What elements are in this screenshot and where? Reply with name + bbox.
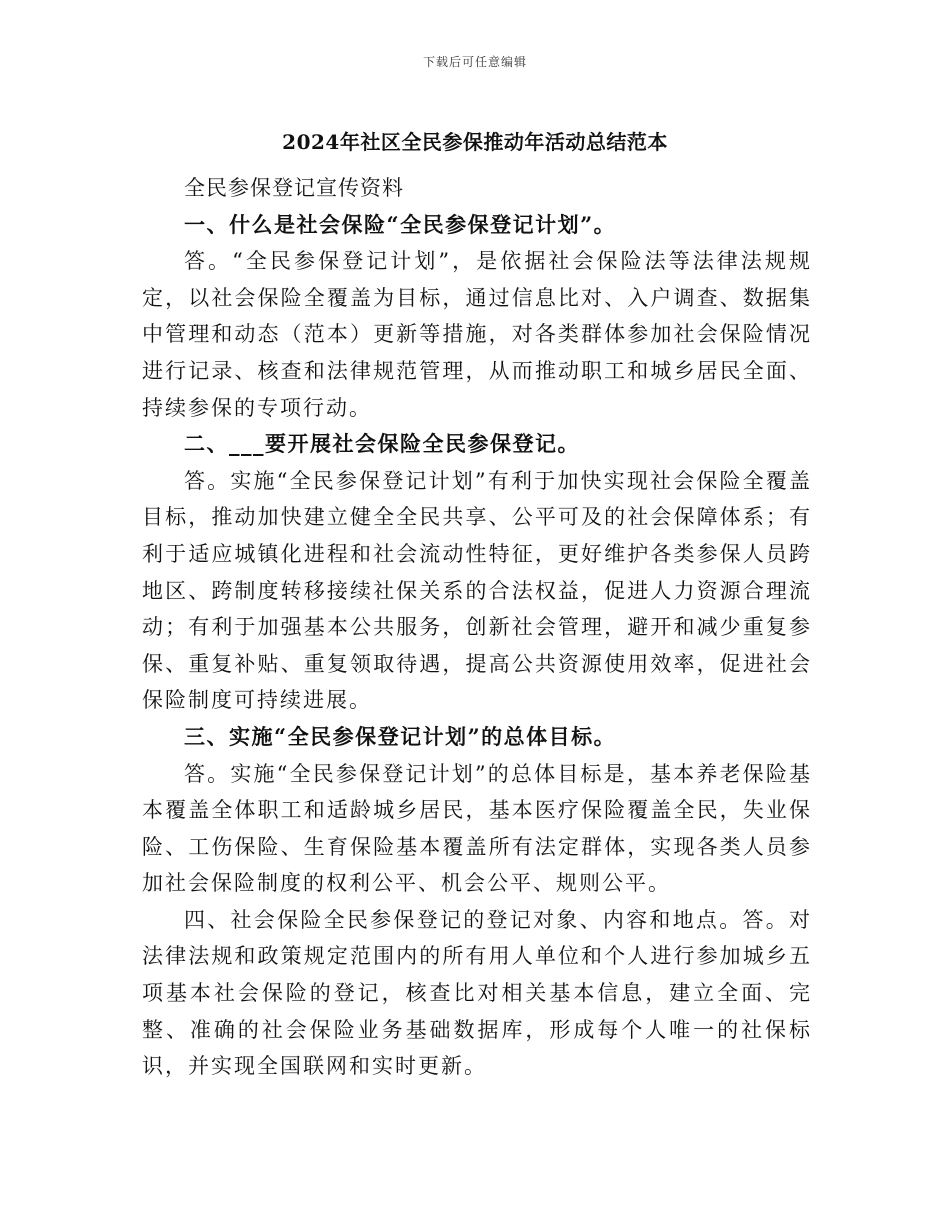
section-body-4: 四、社会保险全民参保登记的登记对象、内容和地点。答。对法律法规和政策规定范围内的所有用人单位和个人进行参加城乡五项基本社会保险的登记，核查比对相关基本信息，建立全面、完整、准确的社会保险业务基础数据库，形成每个人唯一的社保标识，并实现全国联网和实时更新。 <box>142 907 812 1079</box>
header-note: 下载后可任意编辑 <box>422 55 527 69</box>
document-subtitle: 全民参保登记宣传资料 <box>184 176 404 200</box>
section-body-1: 答。“全民参保登记计划”，是依据社会保险法等法律法规规定，以社会保险全覆盖为目标，通过信息比对、入户调查、数据集中管理和动态（范本）更新等措施，对各类群体参加社会保险情况进行记录、核查和法律规范管理，从而推动职工和城乡居民全面、持续参保的专项行动。 <box>142 249 812 420</box>
document-body <box>142 170 812 1085</box>
section-heading-1: 一、什么是社会保险“全民参保登记计划”。 <box>184 211 617 237</box>
section-heading-3: 三、实施“全民参保登记计划”的总体目标。 <box>184 723 617 749</box>
document-title: 2024年社区全民参保推动年活动总结范本 <box>282 130 668 154</box>
section-body-3: 答。实施“全民参保登记计划”的总体目标是，基本养老保险基本覆盖全体职工和适龄城乡居民，基本医疗保险覆盖全民，失业保险、工伤保险、生育保险基本覆盖所有法定群体，实现各类人员参加社会保险制度的权利公平、机会公平、规则公平。 <box>142 761 812 896</box>
section-body-2: 答。实施“全民参保登记计划”有利于加快实现社会保险全覆盖目标，推动加快建立健全全民共享、公平可及的社会保障体系；有利于适应城镇化进程和社会流动性特征，更好维护各类参保人员跨地区、跨制度转移接续社保关系的合法权益，促进人力资源合理流动；有利于加强基本公共服务，创新社会管理，避开和减少重复参保、重复补贴、重复领取待遇，提高公共资源使用效率，促进社会保险制度可持续进展。 <box>142 468 812 713</box>
section-heading-2: 二、___要开展社会保险全民参保登记。 <box>184 431 580 457</box>
